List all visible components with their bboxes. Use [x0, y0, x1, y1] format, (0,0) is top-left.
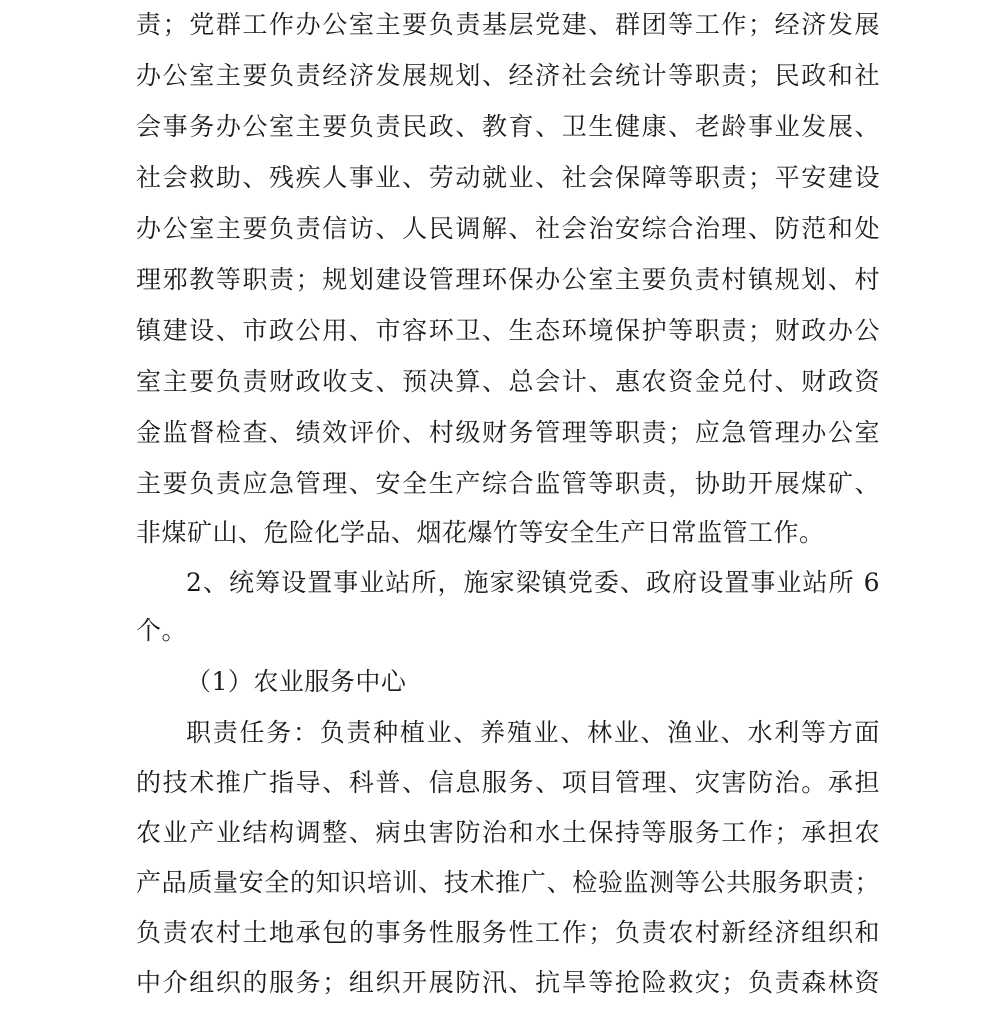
paragraph-first-line: 职责任务：负责种植业、养殖业、林业、渔业、水利等方面: [186, 718, 880, 747]
text-line: 农业产业结构调整、病虫害防治和水土保持等服务工作；承担农: [136, 818, 880, 847]
text-line: 负责农村土地承包的事务性服务性工作；负责农村新经济组织和: [136, 918, 880, 947]
text-line: 镇建设、市政公用、市容环卫、生态环境保护等职责；财政办公: [136, 316, 880, 345]
text-line: 非煤矿山、危险化学品、烟花爆竹等安全生产日常监管工作。: [136, 518, 825, 547]
text-line: 责；党群工作办公室主要负责基层党建、群团等工作；经济发展: [136, 10, 880, 39]
text-line: 产品质量安全的知识培训、技术推广、检验监测等公共服务职责；: [136, 868, 880, 897]
text-line: 会事务办公室主要负责民政、教育、卫生健康、老龄事业发展、: [136, 112, 880, 141]
text-line: 办公室主要负责经济发展规划、经济社会统计等职责；民政和社: [136, 61, 880, 90]
text-line: 室主要负责财政收支、预决算、总会计、惠农资金兑付、财政资: [136, 367, 880, 396]
text-line: 主要负责应急管理、安全生产综合监管等职责，协助开展煤矿、: [136, 469, 880, 498]
text-line: 社会救助、残疾人事业、劳动就业、社会保障等职责；平安建设: [136, 163, 880, 192]
paragraph-first-line: 2、统筹设置事业站所，施家梁镇党委、政府设置事业站所 6: [186, 568, 880, 597]
text-line: 中介组织的服务；组织开展防汛、抗旱等抢险救灾；负责森林资: [136, 968, 880, 997]
section-heading: （1）农业服务中心: [186, 667, 407, 696]
text-line: 理邪教等职责；规划建设管理环保办公室主要负责村镇规划、村: [136, 265, 880, 294]
text-line: 个。: [136, 616, 188, 645]
text-line: 的技术推广指导、科普、信息服务、项目管理、灾害防治。承担: [136, 768, 880, 797]
text-line: 金监督检查、绩效评价、村级财务管理等职责；应急管理办公室: [136, 418, 880, 447]
text-line: 办公室主要负责信访、人民调解、社会治安综合治理、防范和处: [136, 214, 880, 243]
